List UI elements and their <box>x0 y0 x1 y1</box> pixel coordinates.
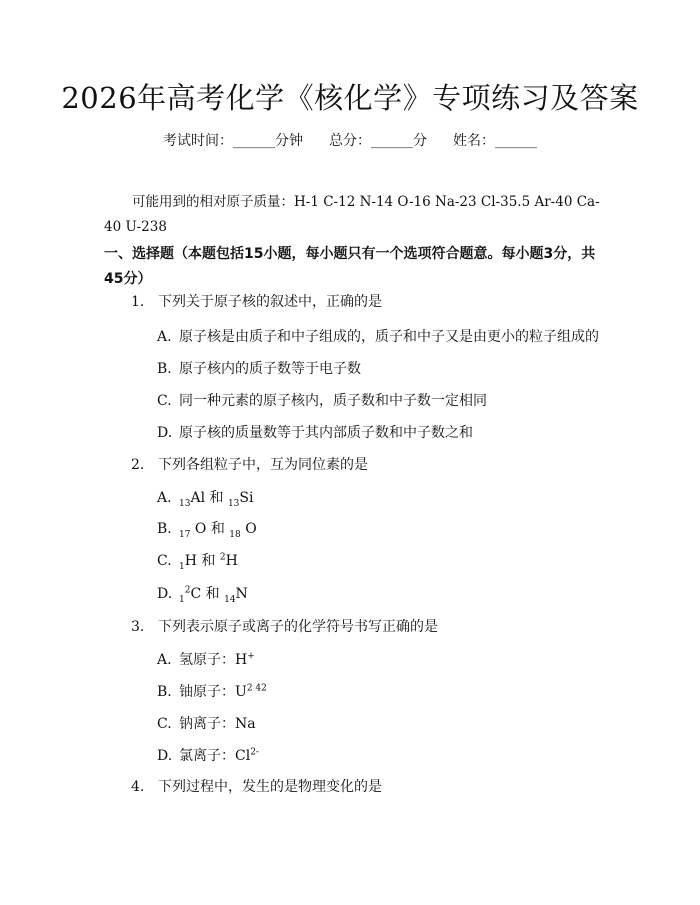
mass-number: 18 <box>229 529 241 540</box>
option-letter: D. <box>157 586 173 602</box>
exam-info-line <box>0 131 700 151</box>
question-number: 4. <box>131 779 145 795</box>
mass-number: 2 <box>184 585 191 596</box>
option-letter: A. <box>157 490 172 506</box>
conjunction: 和 <box>210 521 225 537</box>
option-letter: B. <box>157 521 172 537</box>
mass-number: 2 <box>219 552 226 563</box>
total-score-field: 总分：______分 <box>329 133 427 149</box>
question-4 <box>131 777 382 797</box>
option-label: 铀原子： <box>179 684 235 700</box>
question-stem: 下列关于原子核的叙述中，正确的是 <box>158 294 382 310</box>
element-symbol: Si <box>239 490 254 506</box>
question-stem: 下列过程中，发生的是物理变化的是 <box>158 779 382 795</box>
option-label: 钠离子： <box>179 716 235 732</box>
option-text: 原子核是由质子和中子组成的，质子和中子又是由更小的粒子组成的 <box>179 329 599 345</box>
question-1-option-c <box>157 391 487 411</box>
element-symbol: Al <box>190 490 206 506</box>
exam-time-field: 考试时间：______分钟 <box>163 133 303 149</box>
option-text: 原子核的质量数等于其内部质子数和中子数之和 <box>179 425 473 441</box>
option-letter: C. <box>157 393 172 409</box>
option-label: 氢原子： <box>179 652 235 668</box>
option-letter: A. <box>157 329 172 345</box>
page-title: 2026年高考化学《核化学》专项练习及答案 <box>61 81 639 115</box>
conjunction: 和 <box>201 553 216 569</box>
question-stem: 下列表示原子或离子的化学符号书写正确的是 <box>158 619 438 635</box>
option-letter: C. <box>157 716 172 732</box>
charge-superscript: 2- <box>250 747 259 758</box>
option-letter: D. <box>157 748 173 764</box>
element-symbol: O <box>245 521 257 537</box>
question-2-option-a <box>157 488 253 508</box>
atomic-number: 1 <box>179 561 185 572</box>
atomic-number: 13 <box>227 498 240 509</box>
element-symbol: H <box>184 553 197 569</box>
question-2 <box>131 455 368 475</box>
element-symbol: H <box>225 553 238 569</box>
option-letter: B. <box>157 684 172 700</box>
chemical-symbol: Na <box>235 716 256 732</box>
option-letter: A. <box>157 652 172 668</box>
question-number: 2. <box>131 457 145 473</box>
option-text: 原子核内的质子数等于电子数 <box>179 361 361 377</box>
mass-superscript: 2 42 <box>246 683 267 694</box>
question-2-option-b <box>157 519 257 539</box>
mass-number: 17 <box>179 529 191 540</box>
question-3-option-d <box>157 746 259 766</box>
question-3-option-c <box>157 714 256 734</box>
question-1-option-d <box>157 423 473 443</box>
conjunction: 和 <box>209 490 224 506</box>
section-heading: 一、选择题（本题包括15小题，每小题只有一个选项符合题意。每小题3分，共45分） <box>104 246 596 287</box>
option-text: 同一种元素的原子核内，质子数和中子数一定相同 <box>179 393 487 409</box>
atomic-number: 1 <box>179 594 185 605</box>
element-symbol: C <box>190 586 202 602</box>
question-1-option-b <box>157 359 361 379</box>
charge-superscript: + <box>247 651 255 662</box>
question-1 <box>131 292 382 312</box>
element-symbol: N <box>235 586 248 602</box>
atomic-number: 14 <box>224 594 236 605</box>
element-symbol: O <box>194 521 207 537</box>
option-letter: B. <box>157 361 172 377</box>
chemical-symbol: Cl <box>235 748 251 764</box>
atomic-mass-note: 可能用到的相对原子质量：H-1 C-12 N-14 O-16 Na-23 Cl-35.5 Ar-40 Ca-40 U-238 <box>104 194 600 235</box>
question-3-option-b <box>157 682 267 702</box>
option-label: 氯离子： <box>179 748 235 764</box>
chemical-symbol: U <box>235 684 247 700</box>
question-1-option-a <box>157 327 599 347</box>
question-number: 1. <box>131 294 145 310</box>
option-letter: C. <box>157 553 172 569</box>
question-number: 3. <box>131 619 145 635</box>
conjunction: 和 <box>205 586 220 602</box>
chemical-symbol: H <box>235 652 248 668</box>
student-name-field: 姓名：______ <box>453 133 537 149</box>
atomic-number: 13 <box>179 498 191 509</box>
question-3-option-a <box>157 650 255 670</box>
question-stem: 下列各组粒子中，互为同位素的是 <box>158 457 368 473</box>
question-2-option-d <box>157 584 248 604</box>
question-2-option-c <box>157 551 238 571</box>
question-3 <box>131 617 438 637</box>
option-letter: D. <box>157 425 173 441</box>
